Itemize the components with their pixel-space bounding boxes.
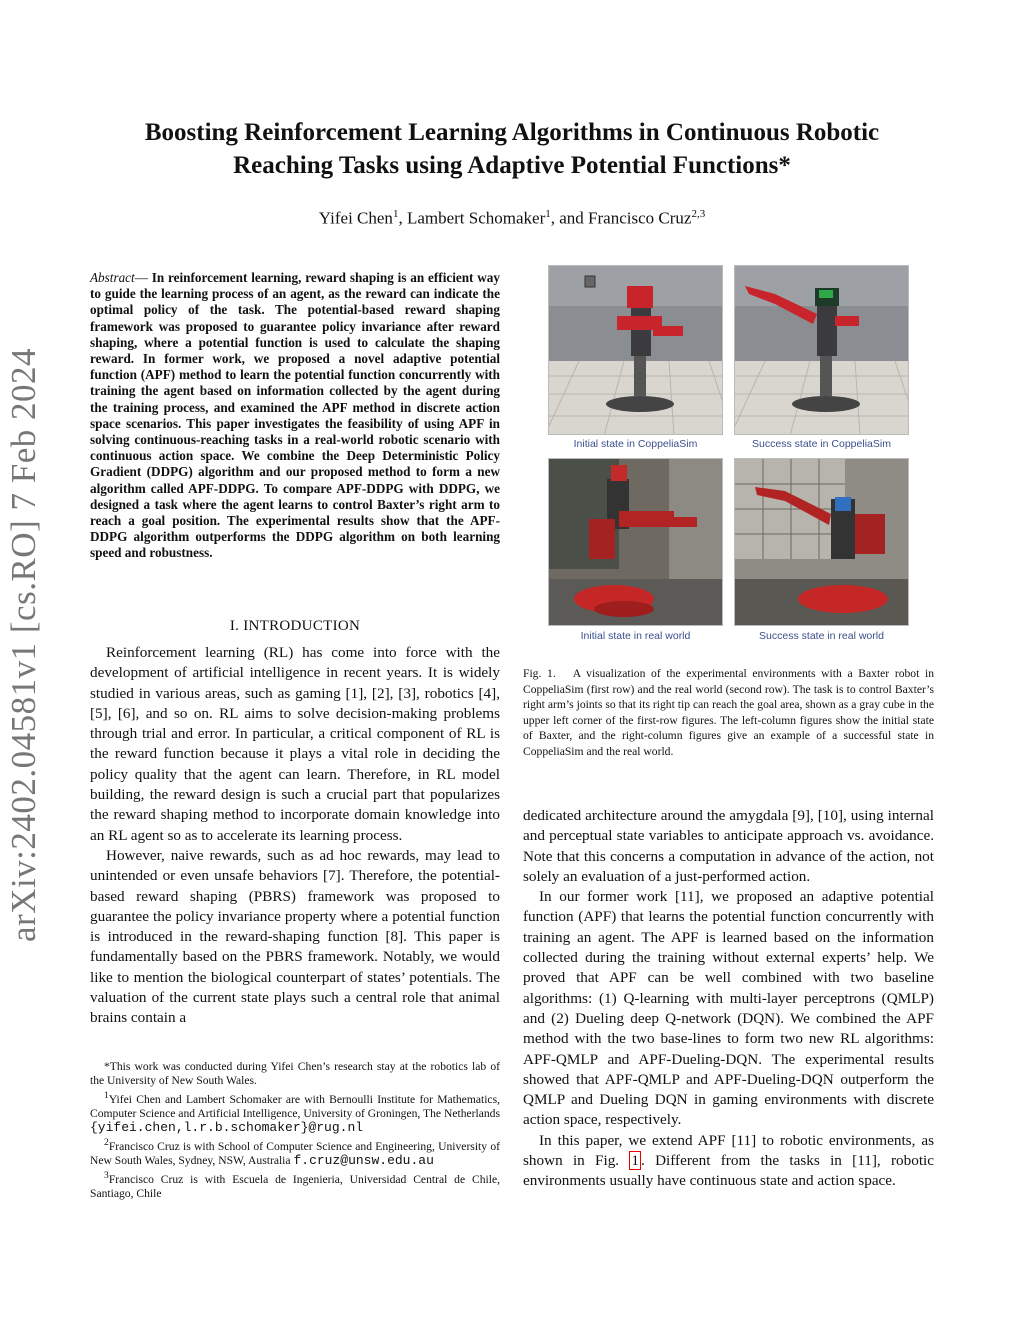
panel-caption: Success state in real world	[759, 630, 884, 642]
figure-panel-real-success	[734, 458, 909, 626]
footnote-text: Yifei Chen and Lambert Schomaker are with Bernoulli Institute for Mathematics, Computer Science and Artificial Intelligence, University of Groningen, The Netherlands	[90, 1092, 500, 1121]
figure-label: Fig. 1.	[523, 667, 556, 680]
paragraph-text: In this paper, we extend APF [11] to robotic environments, as shown in Fig.	[523, 1131, 934, 1170]
footnote-text: Francisco Cruz is with Escuela de Ingenieria, Universidad Central de Chile, Santiago, Chile	[90, 1172, 500, 1200]
robot-real-image	[735, 459, 909, 626]
affiliation-mark: 2,3	[691, 208, 706, 220]
title-line-1: Boosting Reinforcement Learning Algorithms in Continuous Robotic	[144, 119, 880, 146]
introduction-right-column	[523, 806, 934, 1192]
footnote-text: Francisco Cruz is with School of Computer Science and Engineering, University of New South Wales, Sydney, NSW, Australia	[90, 1139, 500, 1168]
author-list	[90, 208, 934, 229]
footnote-affiliation-2	[90, 1136, 500, 1169]
robot-real-image	[549, 459, 723, 626]
abstract-label: Abstract	[90, 270, 135, 285]
introduction-left-column	[90, 643, 500, 1029]
section-heading-introduction: I. INTRODUCTION	[229, 618, 361, 634]
paragraph	[523, 1131, 934, 1192]
panel-caption: Success state in CoppeliaSim	[752, 438, 891, 450]
paragraph: In our former work [11], we proposed an adaptive potential function (APF) that learns the potential function concurrently with training an agent. The APF is learned based on the information collected during the training without external experts’ help. We proved that APF can be well combined with two baseline algorithms: (1) Q-learning with multi-layer perceptrons (QMLP) and (2) Dueling deep Q-network (DQN). We combined the APF method with the two base-lines to form two new RL algorithms: APF-QMLP and APF-Dueling-DQN. The experimental results showed that APF-QMLP and APF-Dueling-DQN outperform the QMLP and Dueling DQN in gaming environments with discrete action space, respectively.	[523, 888, 934, 1129]
figure-panel-real-initial	[548, 458, 723, 626]
author-name: Yifei Chen	[318, 208, 393, 228]
footnote-affiliation-1	[90, 1089, 500, 1136]
author-name: , and Francisco Cruz	[550, 208, 692, 228]
paragraph: dedicated architecture around the amygdala [9], [10], using internal and perceptual state variables to anticipate approach vs. avoidance. Note that this concerns a computation in advance of the action, not solely an evaluation of a just-performed action.	[523, 807, 934, 885]
paragraph: Reinforcement learning (RL) has come into force with the development of artificial intelligence in recent years. It is widely studied in various areas, such as gaming [1], [2], [3], robotics [4], [5], [6], and so on. RL aims to solve decision-making problems through trial and error. In particular, a critical component of RL is the reward function because it plays a vital role in deciding the policy quality that the agent can learn. Therefore, in RL model building, the reward design is such a crucial part that popularizes the reward shaping method to incorporate domain knowledge into an RL agent so as to accelerate its learning process.	[90, 644, 500, 844]
affiliation-mark: 1	[392, 208, 399, 220]
robot-sim-image	[735, 266, 909, 435]
figure-reference-link[interactable]: 1	[631, 1152, 639, 1170]
figure-panel-sim-success	[734, 265, 909, 435]
figure-caption-text: A visualization of the experimental environments with a Baxter robot in CoppeliaSim (first row) and the real world (second row). The task is to control Baxter’s right arm’s joints so that its right tip can reach the goal area, shown as a gray cube in the upper left corner of the first-row figures. The left-column figures show the initial state of Baxter, and the right-column figures give an example of a successful state in CoppeliaSim and the real world.	[523, 667, 934, 758]
paragraph-text: . Different from the tasks in [11], robotic environments usually have continuous state and action space.	[523, 1152, 935, 1190]
arxiv-identifier-text: arXiv:2402.04581v1 [cs.RO] 7 Feb 2024	[4, 347, 43, 943]
email-address: f.cruz@unsw.edu.au	[293, 1153, 434, 1169]
affiliation-mark: 1	[545, 208, 551, 220]
robot-sim-image	[549, 266, 723, 435]
abstract-text: In reinforcement learning, reward shaping is an efficient way to guide the learning process of an agent, as the reward can indicate the optimal policy of the task. The potential-based reward shaping framework was proposed to guarantee policy invariance after reward shaping, where a potential function is used to calculate the shaping reward. In former work, we proposed a novel adaptive potential function (APF) method to learn the potential function concurrently with training the agent based on information collected by the agent during the training process, and examined the APF method in discrete action space scenarios. This paper investigates the feasibility of using APF in solving continuous-reaching tasks in a real-world robotic scenario with continuous action space. We combine the Deep Deterministic Policy Gradient (DDPG) algorithm and our proposed method to form a new algorithm called APF-DDPG. To compare APF-DDPG with DDPG, we designed a task where the agent learns to control Baxter’s right arm to reach a goal position. The experimental results show that the APF-DDPG algorithm outperforms the DDPG algorithm on both learning speed and robustness.	[90, 270, 500, 561]
footnote-mark: 2	[104, 1136, 109, 1148]
panel-caption: Initial state in CoppeliaSim	[573, 438, 698, 450]
footnote-mark: 1	[104, 1089, 109, 1101]
footnote-affiliation-3	[90, 1169, 500, 1202]
paper-title	[90, 116, 934, 182]
figure-caption	[523, 666, 934, 760]
footnote-mark: 3	[104, 1169, 109, 1181]
email-address: {yifei.chen,l.r.b.schomaker}@rug.nl	[90, 1120, 364, 1136]
author-name: , Lambert Schomaker	[398, 208, 546, 228]
paragraph: However, naive rewards, such as ad hoc rewards, may lead to unintended or even unsafe behaviors [7]. Therefore, the potential-based reward shaping (PBRS) framework was proposed to guarantee the policy invariance property where a potential function is introduced in the reward-shaping function [8]. This paper is fundamentally based on the PBRS framework. Notably, we would like to mention the biological counterpart of states’ potentials. The valuation of the current state plays such a central role that animal brains contain a	[90, 846, 500, 1027]
figure-panel-sim-initial	[548, 265, 723, 435]
title-line-2: Reaching Tasks using Adaptive Potential Functions*	[233, 152, 791, 179]
footnotes	[90, 1060, 500, 1201]
panel-caption: Initial state in real world	[580, 630, 691, 642]
abstract: Abstract— In reinforcement learning, reward shaping is an efficient way to guide the learning process of an agent, as the reward can indicate the optimal policy of the task. The potential-based reward shaping framework was proposed to guarantee policy invariance after reward shaping, where a potential function is used to calculate the shaping reward. In former work, we proposed a novel adaptive potential function (APF) method to learn the potential function concurrently with training the agent based on information collected by the agent during the training process, and examined the APF method in discrete action space scenarios. This paper investigates the feasibility of using APF in solving continuous-reaching tasks in a real-world robotic scenario with continuous action space. We combine the Deep Deterministic Policy Gradient (DDPG) algorithm and our proposed method to form a new algorithm called APF-DDPG. To compare APF-DDPG with DDPG, we designed a task where the agent learns to control Baxter’s right arm to reach a goal position. The experimental results show that the APF-DDPG algorithm outperforms the DDPG algorithm on both learning speed and robustness.	[90, 270, 500, 561]
footnote-funding: *This work was conducted during Yifei Chen’s research stay at the robotics lab of the University of New South Wales.	[90, 1060, 500, 1088]
